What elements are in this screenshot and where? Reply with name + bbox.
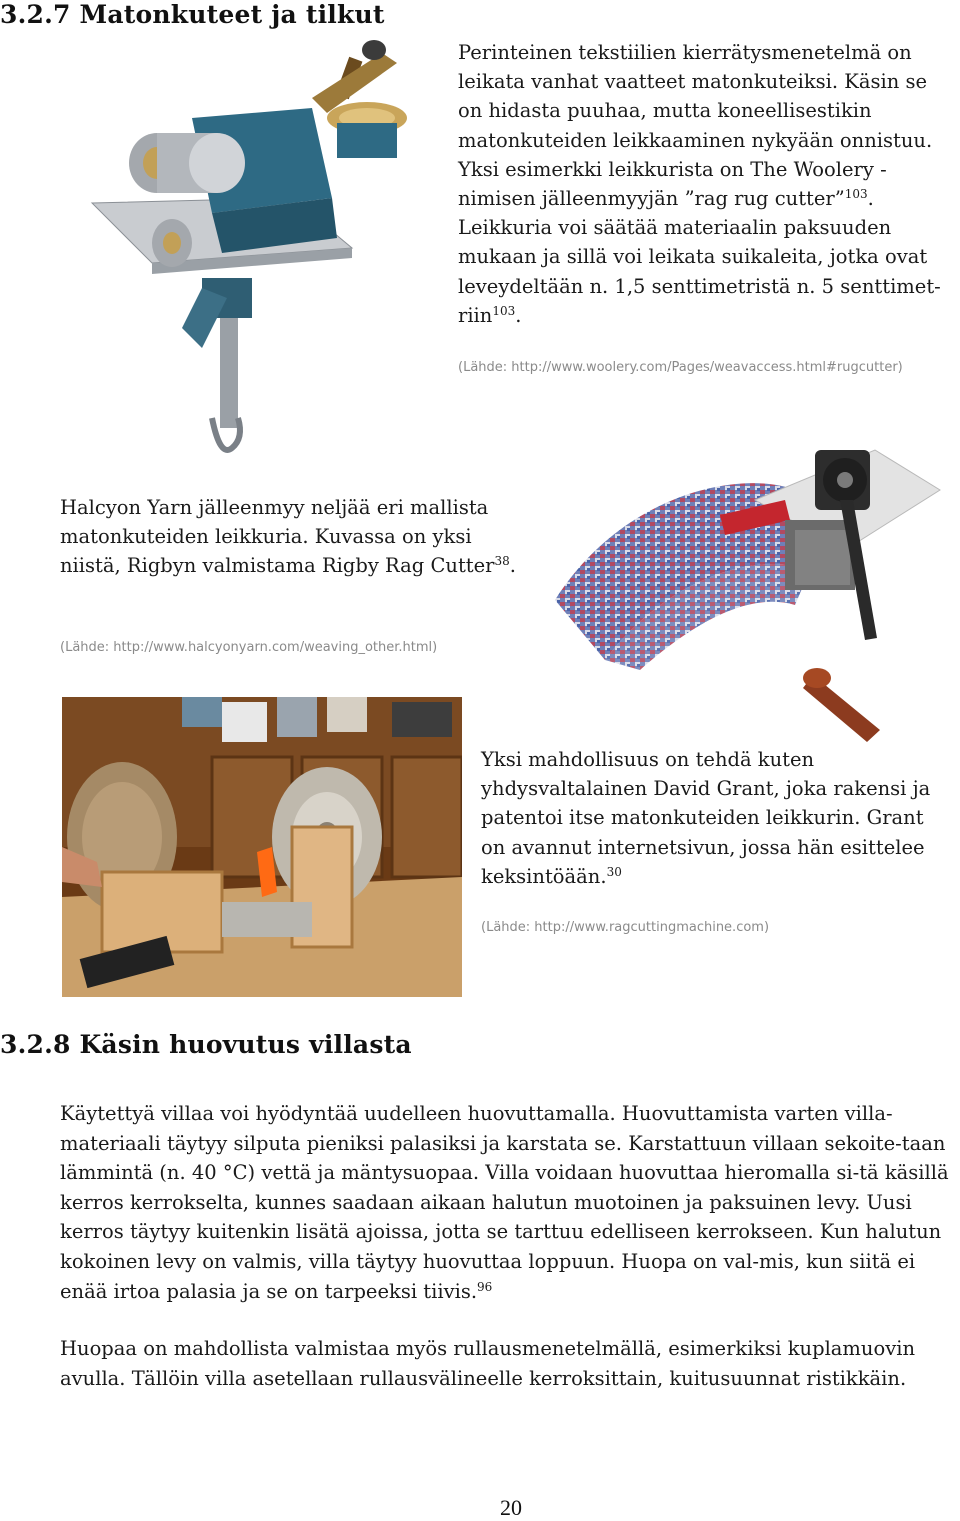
rag-rug-cutter-image bbox=[62, 38, 442, 468]
footnote-ref: 30 bbox=[606, 864, 622, 879]
grant-text: Yksi mahdollisuus on tehdä kuten yhdysvaltalainen David Grant, joka rakensi ja patentoi itse matonkuteiden leikkurin. Grant on avannut internetsivun, jossa hän esittelee keksintöään.$^{30}$ bbox=[481, 748, 931, 888]
felting-text-1: Käytettyä villaa voi hyödyntää uudelleen huovuttamalla. Huovuttamista varten villa-materiaali täytyy silputa pieniksi palasiksi ja karstata se. Karstattuun villaan sekoite-taan lämmintä (n. 40 °C) vettä ja mäntysuopaa. Villa voidaan huovuttaa hieromalla si-tä käsillä kerros kerrokselta, kunnes saadaan aikaan halutun muotoinen ja paksuinen levy. Uusi kerros täytyy kuitenkin lisätä ajoissa, jotta se tarttuu edelliseen kerrokseen. Kun halutun kokoinen levy on valmis, villa täytyy huovuttaa loppuun. Huopa on val-mis, kun siitä ei enää irtoa palasia ja se on tarpeeksi tiivis.$^{96}$ bbox=[60, 1102, 949, 1303]
section-heading-rag-strips: 3.2.7 Matonkuteet ja tilkut bbox=[0, 0, 385, 29]
section-heading-felting: 3.2.8 Käsin huovutus villasta bbox=[0, 1030, 412, 1059]
halcyon-source: (Lähde: http://www.halcyonyarn.com/weaving_other.html) bbox=[60, 640, 438, 655]
woolery-source: (Lähde: http://www.woolery.com/Pages/weavaccess.html#rugcutter) bbox=[458, 360, 903, 375]
footnote-ref: 103 bbox=[844, 187, 868, 202]
grant-paragraph bbox=[481, 745, 951, 891]
footnote-ref: 38 bbox=[494, 554, 510, 569]
felting-paragraph-2 bbox=[60, 1334, 950, 1393]
page-number: 20 bbox=[500, 1495, 522, 1520]
rigby-rag-cutter-image bbox=[545, 430, 950, 750]
grant-source: (Lähde: http://www.ragcuttingmachine.com) bbox=[481, 920, 770, 935]
felting-text-2: Huopaa on mahdollista valmistaa myös rullausmenetelmällä, esimerkiksi kuplamuovin avulla. Tällöin villa asetellaan rullausvälineelle kerroksittain, kuitusuunnat ristikkäin. bbox=[60, 1337, 916, 1390]
grant-rag-cutting-machine-image bbox=[62, 697, 462, 997]
footnote-ref: 96 bbox=[477, 1279, 493, 1294]
halcyon-paragraph bbox=[60, 493, 530, 581]
felting-paragraph-1 bbox=[60, 1099, 950, 1306]
woolery-cutter-text: Perinteinen tekstiilien kierrätysmenetelmä on leikata vanhat vaatteet matonkuteiksi. Käsin se on hidasta puuhaa, mutta koneellisestikin matonkuteiden leikkaaminen nykyään onnistuu. Yksi esimerkki leikkurista on The Woolery -nimisen jälleenmyyjän ”rag rug cutter”$^{103}$. Leikkuria voi säätää materiaalin paksuuden mukaan ja sillä voi leikata suikaleita, jotka ovat leveydeltään n. 1,5 senttimetristä n. 5 senttimet-riin$^{103}$. bbox=[458, 41, 941, 327]
footnote-ref: 103 bbox=[492, 303, 516, 318]
halcyon-text: Halcyon Yarn jälleenmyy neljää eri mallista matonkuteiden leikkuria. Kuvassa on yksi niistä, Rigbyn valmistama Rigby Rag Cutter$^{38}$. bbox=[60, 496, 516, 578]
woolery-cutter-paragraph bbox=[458, 38, 950, 330]
